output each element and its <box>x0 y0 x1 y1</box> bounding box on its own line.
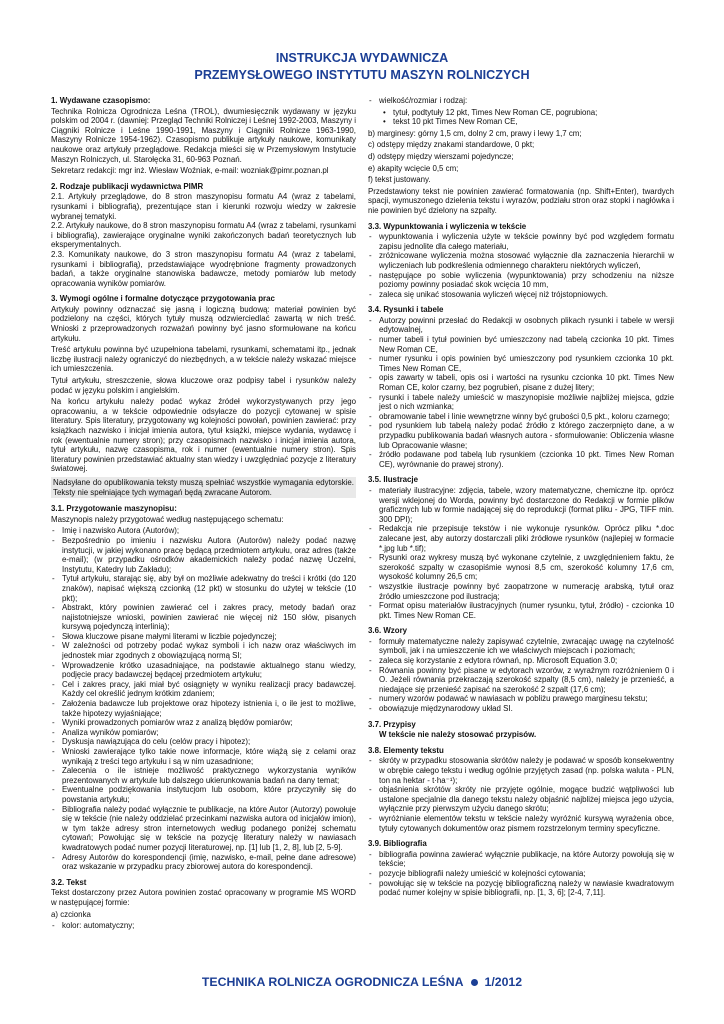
section-3-6-list <box>368 637 674 714</box>
list-item: - Równania powinny być pisane w edytorach wzorów, z wyraźnym rozróżnieniem 0 i O. Jeżeli równania przekraczają szerokość szpalty (8,5 cm), należy je przenieść, a niedające się przenieść zapisać na szerokość 2 szpalt (17,6 cm); <box>368 666 674 695</box>
section-3-heading: 3. Wymogi ogólne i formalne dotyczące przygotowania prac <box>51 294 275 304</box>
list-item: 2.3. Komunikaty naukowe, do 3 stron maszynopisu formatu A4 (wraz z tabelami, rysunkami i bibliografią), przedstawiające wyodrębnione fragmenty prowadzonych badań, a także oryginalne stanowiska badawcze, metody pomiarów lub metody opracowania wyników pomiarów. <box>51 249 356 288</box>
list-item: - materiały ilustracyjne: zdjęcia, tabele, wzory matematyczne, chemiczne itp. oprócz wersji wklejonej do Worda, powinny być dostarczone do Redakcji w formie plików graficznych lub w formie nadającej się do reprodukcji (format pliku - JPG, TIFF min. 300 DPI); <box>368 486 674 524</box>
list-item: - Słowa kluczowe pisane małymi literami w liczbie pojedynczej; <box>51 632 356 642</box>
section-3-9-list <box>368 850 674 898</box>
list-item: - wypunktowania i wyliczenia użyte w tekście powinny być pod względem formatu zapisu jednolite dla całego materiału, <box>368 232 674 251</box>
list-item: - opis zawarty w tabeli, opis osi i wartości na rysunku czcionka 10 pkt. Times New Roman CE, kolor czarny, bez pogrubień, pisane z dużej litery; <box>368 373 674 392</box>
list-item: - zróżnicowane wyliczenia można stosować wyłącznie dla zaznaczenia hierarchii w wyliczeniach lub podkreślenia odmiennego charakteru niektórych wyliczeń, <box>368 251 674 270</box>
list-item: - Analiza wyników pomiarów; <box>51 728 356 738</box>
list-item: - pod rysunkiem lub tabelą należy podać źródło z którego zaczerpnięto dane, a w przypadku publikowania badań własnych autora - sformułowanie: Obliczenia własne lub Opracowanie własne; <box>368 421 674 450</box>
list-item: - następujące po sobie wyliczenia (wypunktowania) przy schodzeniu na niższe poziomy powinny posiadać skok wcięcia 10 mm, <box>368 271 674 290</box>
list-item: - Zalecenia o ile istnieje możliwość praktycznego wykorzystania wyników prezentowanych w artykule lub dalszego ukierunkowania badań na dany temat; <box>51 766 356 785</box>
format-line: b) marginesy: górny 1,5 cm, dolny 2 cm, prawy i lewy 1,7 cm; <box>368 128 582 138</box>
list-item: - Adresy Autorów do korespondencji (imię, nazwisko, e-mail, pełne dane adresowe) oraz wskazanie w przypadku pracy zbiorowej autora do korespondencji. <box>51 853 356 872</box>
list-item: - numer rysunku i opis powinien być umieszczony pod rysunkiem czcionka 10 pkt. Times New Roman CE, <box>368 354 674 373</box>
footer-journal-name: TECHNIKA ROLNICZA OGRODNICZA LEŚNA <box>201 975 464 989</box>
section-3-paragraph: Artykuły powinny odznaczać się jasną i logiczną budową: materiał powinien być podzielony na części, których tytuły muszą odzwierciedlać zawartą w nich treść. Wnioski z przeprowadzonych rozważań powinny być jasno sformułowane na końcu artykułu. <box>51 304 356 343</box>
list-item: - Ewentualne podziękowania instytucjom lub osobom, które przyczyniły się do powstania artykułu; <box>51 785 356 804</box>
list-item: - Rysunki oraz wykresy muszą być wykonane czytelnie, z uwzględnieniem faktu, że szerokość szpalty w czasopiśmie wynosi 8,5 cm, szerokość kolumny 17,6 cm, wysokość kolumny 26,5 cm; <box>368 553 674 582</box>
list-item: - objaśnienia skrótów skróty nie przyjęte ogólnie, mogące budzić wątpliwości lub ustalone specjalnie dla danego tekstu należy objaśnić najbliżej miejsca jego użycia, wyłącznie przy pierwszym użyciu danego skrótu; <box>368 785 674 814</box>
list-item: - Wprowadzenie krótko uzasadniające, na podstawie aktualnego stanu wiedzy, podjęcie pracy badawczej będącej przedmiotem artykułu; <box>51 661 356 680</box>
list-item: - rysunki i tabele należy umieścić w maszynopisie możliwie najbliżej miejsca, gdzie jest o nich wzmianka; <box>368 393 674 412</box>
list-item: - obowiązuje międzynarodowy układ SI. <box>368 704 674 714</box>
list-item: - Dyskusja nawiązująca do celu (celów pracy i hipotez); <box>51 737 356 747</box>
list-item: - formuły matematyczne należy zapisywać czytelnie, zwracając uwagę na czytelność symboli, jak i na umieszczenie ich we właściwych miejscach i poziomach; <box>368 637 674 656</box>
section-3-paragraph: Na końcu artykułu należy podać wykaz źródeł wykorzystywanych przy jego opracowaniu, a w tekście odpowiednie odsyłacze do pozycji cytowanej w spisie literatury. Spis literatury, przygotowany wg kolejności powołań, powinien zawierać: przy książkach nazwisko i inicjał imienia autora, tytuł książki, miejsce wydania, wydawcę i rok (ewentualnie numery stron); przy czasopismach nazwisko i inicjał imienia autora, tytuł artykułu, nazwę czasopisma, rok i numer (ewentualnie numery stron). Spis literatury powinien przedstawiać aktualny stan wiedzy i uwzględniać pozycje z literatury światowej. <box>51 397 356 474</box>
section-1-heading: 1. Wydawane czasopismo: <box>51 96 151 105</box>
list-item: - Założenia badawcze lub projektowe oraz hipotezy istnienia i, o ile jest to możliwe, także hipotezy wyjaśniające; <box>51 699 356 718</box>
section-2-list <box>51 192 356 288</box>
section-3-1-intro: Maszynopis należy przygotować według następującego schematu: <box>51 514 284 524</box>
section-3-2-font-label: a) czcionka <box>51 909 91 919</box>
format-line: f) tekst justowany. <box>368 175 431 185</box>
list-item: - Wyniki prowadzonych pomiarów wraz z analizą błędów pomiarów; <box>51 718 356 728</box>
list-item: - skróty w przypadku stosowania skrótów należy je podawać w sposób konsekwentny w obrębie całego tekstu i według ogólnie przyjętych zasad (np. polska waluta - PLN, ton na hektar - t·ha⁻¹); <box>368 756 674 785</box>
list-item: - powołując się w tekście na pozycję bibliograficzną należy w nawiasie kwadratowym podać numer kolejny w spisie bibliografii, np. [1, 3, 6]; [2-4, 7,11]. <box>368 879 674 898</box>
right-column <box>368 96 674 966</box>
footer-issue: 1/2012 <box>484 975 523 989</box>
section-3-2-list <box>51 921 356 931</box>
list-item: - wszystkie ilustracje powinny być zaopatrzone w numerację arabską, tytuł oraz źródło umieszczone pod ilustracją; <box>368 582 674 601</box>
format-line: d) odstępy między wierszami pojedyncze; <box>368 151 514 161</box>
list-item: - pozycje bibliografii należy umieścić w kolejności cytowania; <box>368 869 674 879</box>
list-item: - Autorzy powinni przesłać do Redakcji w osobnych plikach rysunki i tabele w wersji edytowalnej, <box>368 316 674 335</box>
list-item: - Tytuł artykułu, starając się, aby był on możliwie adekwatny do treści i krótki (do 120 znaków), napisać większą czcionką (12 pkt) w stosunku do użytej w tekście (10 pkt); <box>51 574 356 603</box>
section-3-3-list <box>368 232 674 299</box>
list-item: - Cel i zakres pracy, jaki miał być osiągnięty w wyniku realizacji pracy badawczej. Każdy cel określić jednym krótkim zdaniem; <box>51 680 356 699</box>
list-item: - kolor: automatyczny; <box>51 921 356 931</box>
section-3-5-list <box>368 486 674 620</box>
list-item: 2.1. Artykuły przeglądowe, do 8 stron maszynopisu formatu A4 (wraz z tabelami, rysunkami i bibliografią), prezentujące stan i kierunki rozwoju wiedzy w zakresie wybranej tematyki. <box>51 192 356 221</box>
format-line: c) odstępy między znakami standardowe, 0 pkt; <box>368 140 535 150</box>
list-item: • tytuł, podtytuły 12 pkt, Times New Roman CE, pogrubiona; <box>382 108 674 118</box>
list-item: - zaleca się korzystanie z edytora równań, np. Microsoft Equation 3.0; <box>368 656 674 666</box>
section-3-paragraph: Tytuł artykułu, streszczenie, słowa kluczowe oraz podpisy tabel i rysunków należy podać w języku polskim i angielskim. <box>51 376 356 395</box>
section-3-paragraph: Treść artykułu powinna być uzupełniona tabelami, rysunkami, schematami itp., jednak liczbę ilustracji należy ograniczyć do niezbędnych, a w tekście należy wskazać miejsce ich umieszczenia. <box>51 345 356 374</box>
list-item: - obramowanie tabel i linie wewnętrzne winny być grubości 0,5 pkt., koloru czarnego; <box>368 412 674 422</box>
list-item: - Wnioski zawierające tylko takie nowe informacje, które wiążą się z celami oraz wynikają z treści tego artykułu i są w nim uzasadnione; <box>51 747 356 766</box>
list-item: - wielkość/rozmiar i rodzaj: <box>368 96 674 106</box>
notice-box: Nadsyłane do opublikowania teksty muszą spełniać wszystkie wymagania edytorskie. Teksty nie spełniające tych wymagań będą zwracane Autorom. <box>53 477 354 497</box>
format-line: e) akapity wcięcie 0,5 cm; <box>368 163 459 173</box>
section-3-9-heading: 3.9. Bibliografia <box>368 839 427 849</box>
section-3-7-paragraph: W tekście nie należy stosować przypisów. <box>379 730 537 740</box>
list-item: - Bibliografia należy podać wyłącznie te publikacje, na które Autor (Autorzy) powołuje się w tekście (nie należy oddzielać przecinkami nazwiska autora od inicjałów imion), w tym także adresy stron internetowych według podanego poniżej schematu cytowań; Powołując się w tekście na pozycję literatury należy w nawiasach kwadratowych podać numer pozycji literaturowej, np. [1] lub [1, 2, 8], lub [2, 5-9]. <box>51 805 356 853</box>
left-column <box>51 96 356 966</box>
footer-dot-icon <box>471 979 478 986</box>
page-title <box>0 50 724 84</box>
list-item: • tekst 10 pkt Times New Roman CE, <box>382 117 674 127</box>
title-line-2: PRZEMYSŁOWEGO INSTYTUTU MASZYN ROLNICZYCH <box>194 68 530 82</box>
section-3-8-heading: 3.8. Elementy tekstu <box>368 745 444 755</box>
section-3-4-heading: 3.4. Rysunki i tabele <box>368 305 444 315</box>
list-item: - wyróżnianie elementów tekstu w tekście należy wyróżnić kursywą wyrażenia obce, tytuły cytowanych dokumentów oraz pismem rozstrzelonym terminy specyficzne. <box>368 814 674 833</box>
list-item: - Abstrakt, który powinien zawierać cel i zakres pracy, metody badań oraz najistotniejsze wnioski, powinien zawierać nie więcej niż 150 słów, pisanych kursywą pojedynczą interlinią); <box>51 603 356 632</box>
list-item: - numery wzorów podawać w nawiasach w pobliżu prawego marginesu tekstu; <box>368 694 674 704</box>
section-3-1-heading: 3.1. Przygotowanie maszynopisu: <box>51 504 177 514</box>
section-3-6-heading: 3.6. Wzory <box>368 626 408 636</box>
section-3-7-heading: 3.7. Przypisy <box>368 719 416 729</box>
section-3-3-heading: 3.3. Wypunktowania i wyliczenia w tekście <box>368 221 527 231</box>
list-item: - numer tabeli i tytuł powinien być umieszczony nad tabelą czcionka 10 pkt. Times New Roman CE, <box>368 335 674 354</box>
list-item: - Format opisu materiałów ilustracyjnych (numer rysunku, tytuł, źródło) - czcionka 10 pkt. Times New Roman CE. <box>368 601 674 620</box>
page-footer <box>0 975 724 989</box>
list-item: - bibliografia powinna zawierać wyłącznie publikacje, na które Autorzy powołują się w tekście; <box>368 850 674 869</box>
font-size-list <box>368 96 674 106</box>
section-1-paragraph: Technika Rolnicza Ogrodnicza Leśna (TROL), dwumiesięcznik wydawany w języku polskim od 2004 r. (dawniej: Przegląd Techniki Rolniczej i Leśnej 1992-2003, Maszyny i Ciągniki Rolnicze i Leśne 1990-1991, Maszyny i Ciągniki Rolnicze 1963-1990, Maszyny Rolnicze 1954-1962). Czasopismo publikuje artykuły naukowe, komunikaty naukowe oraz artykuły przeglądowe. Redakcja mieści się w Przemysłowym Instytucie Maszyn Rolniczych, ul. Starołęcka 31, 60-963 Poznań. <box>51 106 356 164</box>
section-3-2-paragraph: Tekst dostarczony przez Autora powinien zostać opracowany w programie MS WORD w następującej formie: <box>51 888 356 907</box>
list-item: - W zależności od potrzeby podać wykaz symboli i ich nazw oraz właściwych im jednostek miar zgodnych z obowiązującą normą SI; <box>51 641 356 660</box>
section-3-1-list <box>51 526 356 871</box>
list-item: - zaleca się unikać stosowania wyliczeń więcej niż trójstopniowych. <box>368 290 674 300</box>
list-item: - Redakcja nie przepisuje tekstów i nie wykonuje rysunków. Oprócz pliku *.doc zalecane jest, aby autorzy dostarczali pliki źródłowe rysunków (najlepiej w formacie *.jpg lub *.tif); <box>368 524 674 553</box>
section-3-4-list <box>368 316 674 470</box>
title-line-1: INSTRUKCJA WYDAWNICZA <box>275 51 449 65</box>
list-item: - źródło podawane pod tabelą lub rysunkiem (czcionka 10 pkt. Times New Roman CE), wyrównanie do prawej strony). <box>368 450 674 469</box>
section-3-8-list <box>368 756 674 833</box>
section-2-heading: 2. Rodzaje publikacji wydawnictwa PIMR <box>51 181 204 191</box>
format-paragraph: Przedstawiony tekst nie powinien zawierać formatowania (np. Shift+Enter), twardych spacji, wymuszonego dzielenia tekstu i wyrazów, podziału stron oraz stopki i nagłówka i nie powinien być dzielony na szpalty. <box>368 186 674 215</box>
section-3-2-heading: 3.2. Tekst <box>51 877 87 887</box>
list-item: - Imię i nazwisko Autora (Autorów); <box>51 526 356 536</box>
section-1-secretary: Sekretarz redakcji: mgr inż. Wiesław Woźniak, e-mail: wozniak@pimr.poznan.pl <box>51 166 329 176</box>
font-detail-list <box>368 108 674 127</box>
list-item: 2.2. Artykuły naukowe, do 8 stron maszynopisu formatu A4 (wraz z tabelami, rysunkami i bibliografią), zawierające oryginalne wyniki zakończonych badań teoretycznych lub eksperymentalnych. <box>51 221 356 250</box>
section-3-5-heading: 3.5. Ilustracje <box>368 475 419 485</box>
list-item: - Bezpośrednio po imieniu i nazwisku Autora (Autorów) należy podać nazwę instytucji, w jakiej wykonano pracę będącą przedmiotem artykułu, oraz adres (także e-mail); (w przypadku ośrodków akademickich należy podać nazwę Uczelni, Instytutu, Katedry lub Zakładu); <box>51 536 356 574</box>
